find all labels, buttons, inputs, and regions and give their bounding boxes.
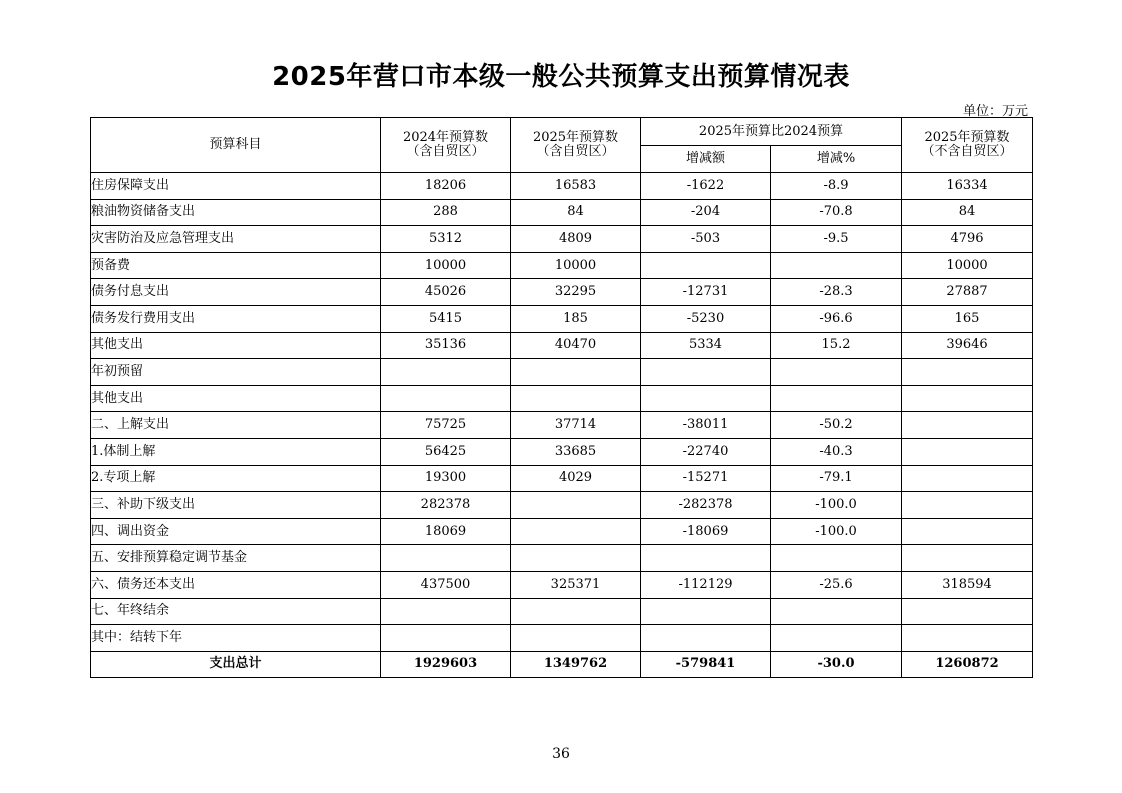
cell-v2025: 325371 [511,571,641,598]
table-row [91,545,1033,572]
row-subject: 七、年终结余 [91,598,381,625]
total-label: 支出总计 [91,651,381,678]
cell-v2025 [511,359,641,386]
cell-diff [641,625,771,652]
cell-excl [902,359,1033,386]
header-2025-excl [902,118,1033,173]
header-2025-excl-line1: 2025年预算数 [924,130,1010,145]
cell-excl [902,545,1033,572]
row-subject: 2.专项上解 [91,465,381,492]
cell-excl: 10000 [902,252,1033,279]
cell-excl: 318594 [902,571,1033,598]
row-subject: 五、安排预算稳定调节基金 [91,545,381,572]
cell-v2025: 4809 [511,226,641,253]
cell-diff: -18069 [641,518,771,545]
cell-v2024 [381,385,511,412]
cell-v2024: 18069 [381,518,511,545]
cell-diff: -15271 [641,465,771,492]
cell-v2024: 5312 [381,226,511,253]
table-row [91,625,1033,652]
cell-excl: 84 [902,199,1033,226]
cell-pct: -100.0 [771,518,902,545]
total-pct: -30.0 [771,651,902,678]
cell-excl [902,412,1033,439]
cell-diff: -282378 [641,492,771,519]
table-row [91,332,1033,359]
cell-v2024 [381,545,511,572]
row-subject: 其他支出 [91,385,381,412]
cell-diff: -22740 [641,438,771,465]
cell-excl: 4796 [902,226,1033,253]
table-row [91,412,1033,439]
cell-diff [641,598,771,625]
cell-diff: 5334 [641,332,771,359]
cell-v2024: 18206 [381,173,511,200]
table-row [91,385,1033,412]
header-2025-line1: 2025年预算数 [532,130,619,145]
header-2024-line1: 2024年预算数 [402,130,489,145]
header-change-amount: 增减额 [641,146,771,173]
cell-excl [902,438,1033,465]
cell-pct: -40.3 [771,438,902,465]
cell-v2024: 75725 [381,412,511,439]
header-2025 [511,118,641,173]
page-number: 36 [552,746,570,762]
header-subject: 预算科目 [91,118,381,173]
cell-excl: 16334 [902,173,1033,200]
table-row [91,518,1033,545]
cell-pct: -50.2 [771,412,902,439]
cell-v2025: 33685 [511,438,641,465]
table-row [91,173,1033,200]
table-row [91,305,1033,332]
cell-v2024: 10000 [381,252,511,279]
cell-excl: 39646 [902,332,1033,359]
cell-diff: -503 [641,226,771,253]
cell-excl [902,518,1033,545]
table-row [91,279,1033,306]
table-row [91,438,1033,465]
cell-v2024: 35136 [381,332,511,359]
cell-v2024: 5415 [381,305,511,332]
cell-diff [641,252,771,279]
cell-v2025: 4029 [511,465,641,492]
row-subject: 预备费 [91,252,381,279]
cell-pct: 15.2 [771,332,902,359]
cell-diff: -12731 [641,279,771,306]
cell-excl [902,598,1033,625]
cell-pct [771,385,902,412]
total-diff: -579841 [641,651,771,678]
cell-diff [641,385,771,412]
table-row [91,199,1033,226]
cell-diff: -204 [641,199,771,226]
cell-excl: 27887 [902,279,1033,306]
cell-v2025: 185 [511,305,641,332]
table-body [91,173,1033,678]
row-subject: 四、调出资金 [91,518,381,545]
cell-v2025: 40470 [511,332,641,359]
table-row [91,252,1033,279]
row-subject: 六、债务还本支出 [91,571,381,598]
cell-excl [902,625,1033,652]
cell-pct: -28.3 [771,279,902,306]
cell-v2024: 437500 [381,571,511,598]
cell-pct: -8.9 [771,173,902,200]
row-subject: 债务付息支出 [91,279,381,306]
cell-v2024: 288 [381,199,511,226]
cell-v2025 [511,545,641,572]
cell-pct: -25.6 [771,571,902,598]
cell-excl: 165 [902,305,1033,332]
cell-pct: -79.1 [771,465,902,492]
cell-v2025 [511,598,641,625]
total-excl: 1260872 [902,651,1033,678]
cell-excl [902,492,1033,519]
cell-v2025 [511,492,641,519]
cell-v2024: 282378 [381,492,511,519]
cell-v2024 [381,598,511,625]
cell-v2025: 32295 [511,279,641,306]
cell-pct [771,252,902,279]
header-2025-excl-line2: （不含自贸区） [921,144,1013,159]
header-compare: 2025年预算比2024预算 [641,118,902,146]
cell-diff: -5230 [641,305,771,332]
total-row [91,651,1033,678]
cell-pct: -100.0 [771,492,902,519]
row-subject: 二、上解支出 [91,412,381,439]
budget-table [90,117,1033,678]
row-subject: 年初预留 [91,359,381,386]
table-row [91,571,1033,598]
cell-v2025: 10000 [511,252,641,279]
cell-pct: -70.8 [771,199,902,226]
cell-pct [771,598,902,625]
row-subject: 债务发行费用支出 [91,305,381,332]
cell-diff: -112129 [641,571,771,598]
header-2025-line2: （含自贸区） [536,144,615,159]
cell-pct [771,359,902,386]
cell-v2025: 16583 [511,173,641,200]
row-subject: 其他支出 [91,332,381,359]
header-change-pct: 增减% [771,146,902,173]
table-row [91,359,1033,386]
cell-v2025 [511,385,641,412]
cell-pct: -9.5 [771,226,902,253]
cell-v2024 [381,359,511,386]
table-row [91,492,1033,519]
row-subject: 其中：结转下年 [91,625,381,652]
cell-v2024: 45026 [381,279,511,306]
cell-diff [641,359,771,386]
total-v2024: 1929603 [381,651,511,678]
cell-v2025 [511,625,641,652]
cell-pct [771,545,902,572]
table-row [91,226,1033,253]
unit-label: 单位：万元 [962,104,1028,119]
cell-diff: -38011 [641,412,771,439]
cell-excl [902,465,1033,492]
cell-v2024: 56425 [381,438,511,465]
row-subject: 灾害防治及应急管理支出 [91,226,381,253]
row-subject: 三、补助下级支出 [91,492,381,519]
header-2024-line2: （含自贸区） [406,144,485,159]
cell-diff [641,545,771,572]
page-title: 2025年营口市本级一般公共预算支出预算情况表 [272,62,850,92]
row-subject: 粮油物资储备支出 [91,199,381,226]
cell-v2024: 19300 [381,465,511,492]
table-row [91,598,1033,625]
cell-pct [771,625,902,652]
cell-v2024 [381,625,511,652]
cell-excl [902,385,1033,412]
table-row [91,465,1033,492]
header-2024 [381,118,511,173]
cell-pct: -96.6 [771,305,902,332]
cell-v2025: 37714 [511,412,641,439]
cell-v2025: 84 [511,199,641,226]
row-subject: 住房保障支出 [91,173,381,200]
total-v2025: 1349762 [511,651,641,678]
row-subject: 1.体制上解 [91,438,381,465]
cell-v2025 [511,518,641,545]
cell-diff: -1622 [641,173,771,200]
